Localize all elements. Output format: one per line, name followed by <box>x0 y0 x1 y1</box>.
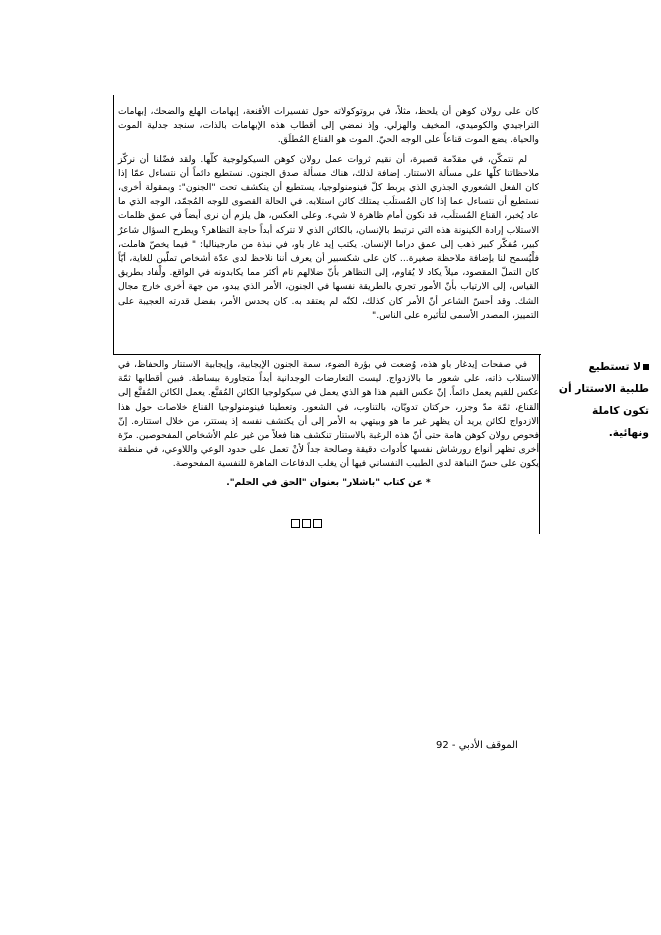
body-paragraph: في صفحات إيدغار باو هذه، وُضعت في بؤرة الضوء، سمة الجنون الإيجابية، وإيجابية الاستتار والحفاظ، في الاستلاب ذاته، على شعور ما بالازدواج. ليست التعارضات الوجدانية أبداً متجاورة ببساطة. فبين أقطابها ثمّة عكس للقيم يعمل دائماً. إنّ عكس القيم هذا هو الذي يعمل في سيكولوجيا الكائن المُقنَّع. يعمل الكائن المُقنَّع إلى القناع، ثمّة مدّ وجزر، حركتان تدويّان، بالتناوب، في الشعور. وتعطينا فينومنولوجيا القناع خلاصات حول هذا الازدواج لكائن يريد أن يظهر غير ما هو وبيتهي به الأمر إلى أن يكتشف نفسه إذ يستتر، من خلال استتاره. إنّ فحوص رولان كوهن هامة حتى أنّ هذه الرغبة بالاستتار تنكشف هنا فعلاً من غير علم الأشخاص المفحوصين. مرّة أخرى تظهر أنواع رورشاش نفسها كأدوات دقيقة وصالحة جداً لأنْ تعمل على حدود الوعي واللاوعي، في منطقة يكون على حسّ النباهة لدى الطبيب النفساني فيها أن يغلب الدفاعات الماهرة للنفسية المفحوصة. <box>118 359 539 470</box>
top-left-vertical-rule <box>113 95 114 355</box>
empty-square-icon <box>302 519 311 528</box>
pull-quote-line-2: طلبية الاستتار أن <box>558 383 649 395</box>
pull-quote-line-3: تكون كاملة <box>592 405 649 417</box>
empty-square-icon <box>313 519 322 528</box>
pull-quote-text: لا تستطيع <box>588 361 641 373</box>
bullet-square-icon <box>643 364 649 370</box>
body-paragraph: لم نتمكّن، في مقدّمة قصيرة، أن نقيم ثروات عمل رولان كوهن السيكولوجية كلّها. ولقد فضّلنا أن نركّز ملاحظاتنا كلّها على مسألة الاستتار. إضافة لذلك، هناك مسألة صدق الجنون. نستطيع دائماً أن نتساءل عمّا إذا كان الفعل الشعوري الجذري الذي يربط كلّ فينومنولوجيا، يستطيع أن ينكشف تحت "الجنون": وبمقولة أخرى، نستطيع أن نتساءل عما إذا كان المُستلَب يمتلك كائن استلابه. في الحالة القصوى للوجه المُجمّد، الوجه الذي ما عاد يُخبر، القناع المُستلَب، قد نكون أمام ظاهرة لا شيء. وعلى العكس، هل يلزم أن نرى أيضاً في عمق ظلمات الاستلاب إرادة الكينونة هذه التي ترتبط بالإنسان، بالكائن الذي لا تتركه أبداً حاجة التظاهر؟ ويطرح السؤال شاعرٌ كبير، مُفكّر كبير ذهب إلى عمق دراما الإنسان. يكتب إيد غار باو، في نبذة من مارجيناليا: " فيما يخصّ هاملت، فلْيُسمح لنا بإضافة ملاحظة صغيرة... كان على شكسبير أن يعرف أننا نلاحظ لدى عدّة أشخاص تملّين للغاية، أيّاً كان التملّ المقصود، ميلاً يكاد لا يُقاوم، إلى التظاهر بأنّ ضلالهم تام أكثر مما يكابدونه في الواقع. ولْفاد بطريق القياس، إلى الارتياب بأنّ الأمور تجري بالطريقة نفسها في الجنون، الأمر الذي يبدو، من جهة أخرى خارج مجال الشك. وقد أحسّ الشاعر أنّ الأمر كان كذلك، لكنّه لم يعتقد به. كان يحدس الأمر، بفضل قدرته العجيبة على التمييز، المصدر الأسمى لتأثيره على الناس." <box>118 153 539 321</box>
article-body-bottom <box>118 358 539 490</box>
pull-quote <box>553 356 649 444</box>
section-end-ornament <box>291 513 324 532</box>
pull-quote-line-4: ونهائية. <box>608 427 649 439</box>
body-paragraph: كان على رولان كوهن أن يلحظ، مثلاً، في بروتوكولاته حول تفسيرات الأقنعة، إبهامات الهلع والضحك، إبهامات التراجيدي والكوميدي، المخيف والهزلي. وإذ نمضي إلى أقطاب هذه الإبهامات بالذات، سنجد جدلية الموت والحياة. يضع الموت قناعاً على الوجه الحيّ. الموت هو القناع المُطلَق. <box>118 106 539 146</box>
section-divider <box>113 354 541 355</box>
article-body-top <box>118 105 539 323</box>
empty-square-icon <box>291 519 300 528</box>
page-footer: الموقف الأدبي - 92 <box>436 740 518 751</box>
pull-quote-vertical-rule <box>539 354 540 534</box>
pull-quote-line-1 <box>553 356 649 378</box>
source-citation: * عن كتاب "باشلار" بعنوان "الحق في الحلم". <box>226 476 431 488</box>
